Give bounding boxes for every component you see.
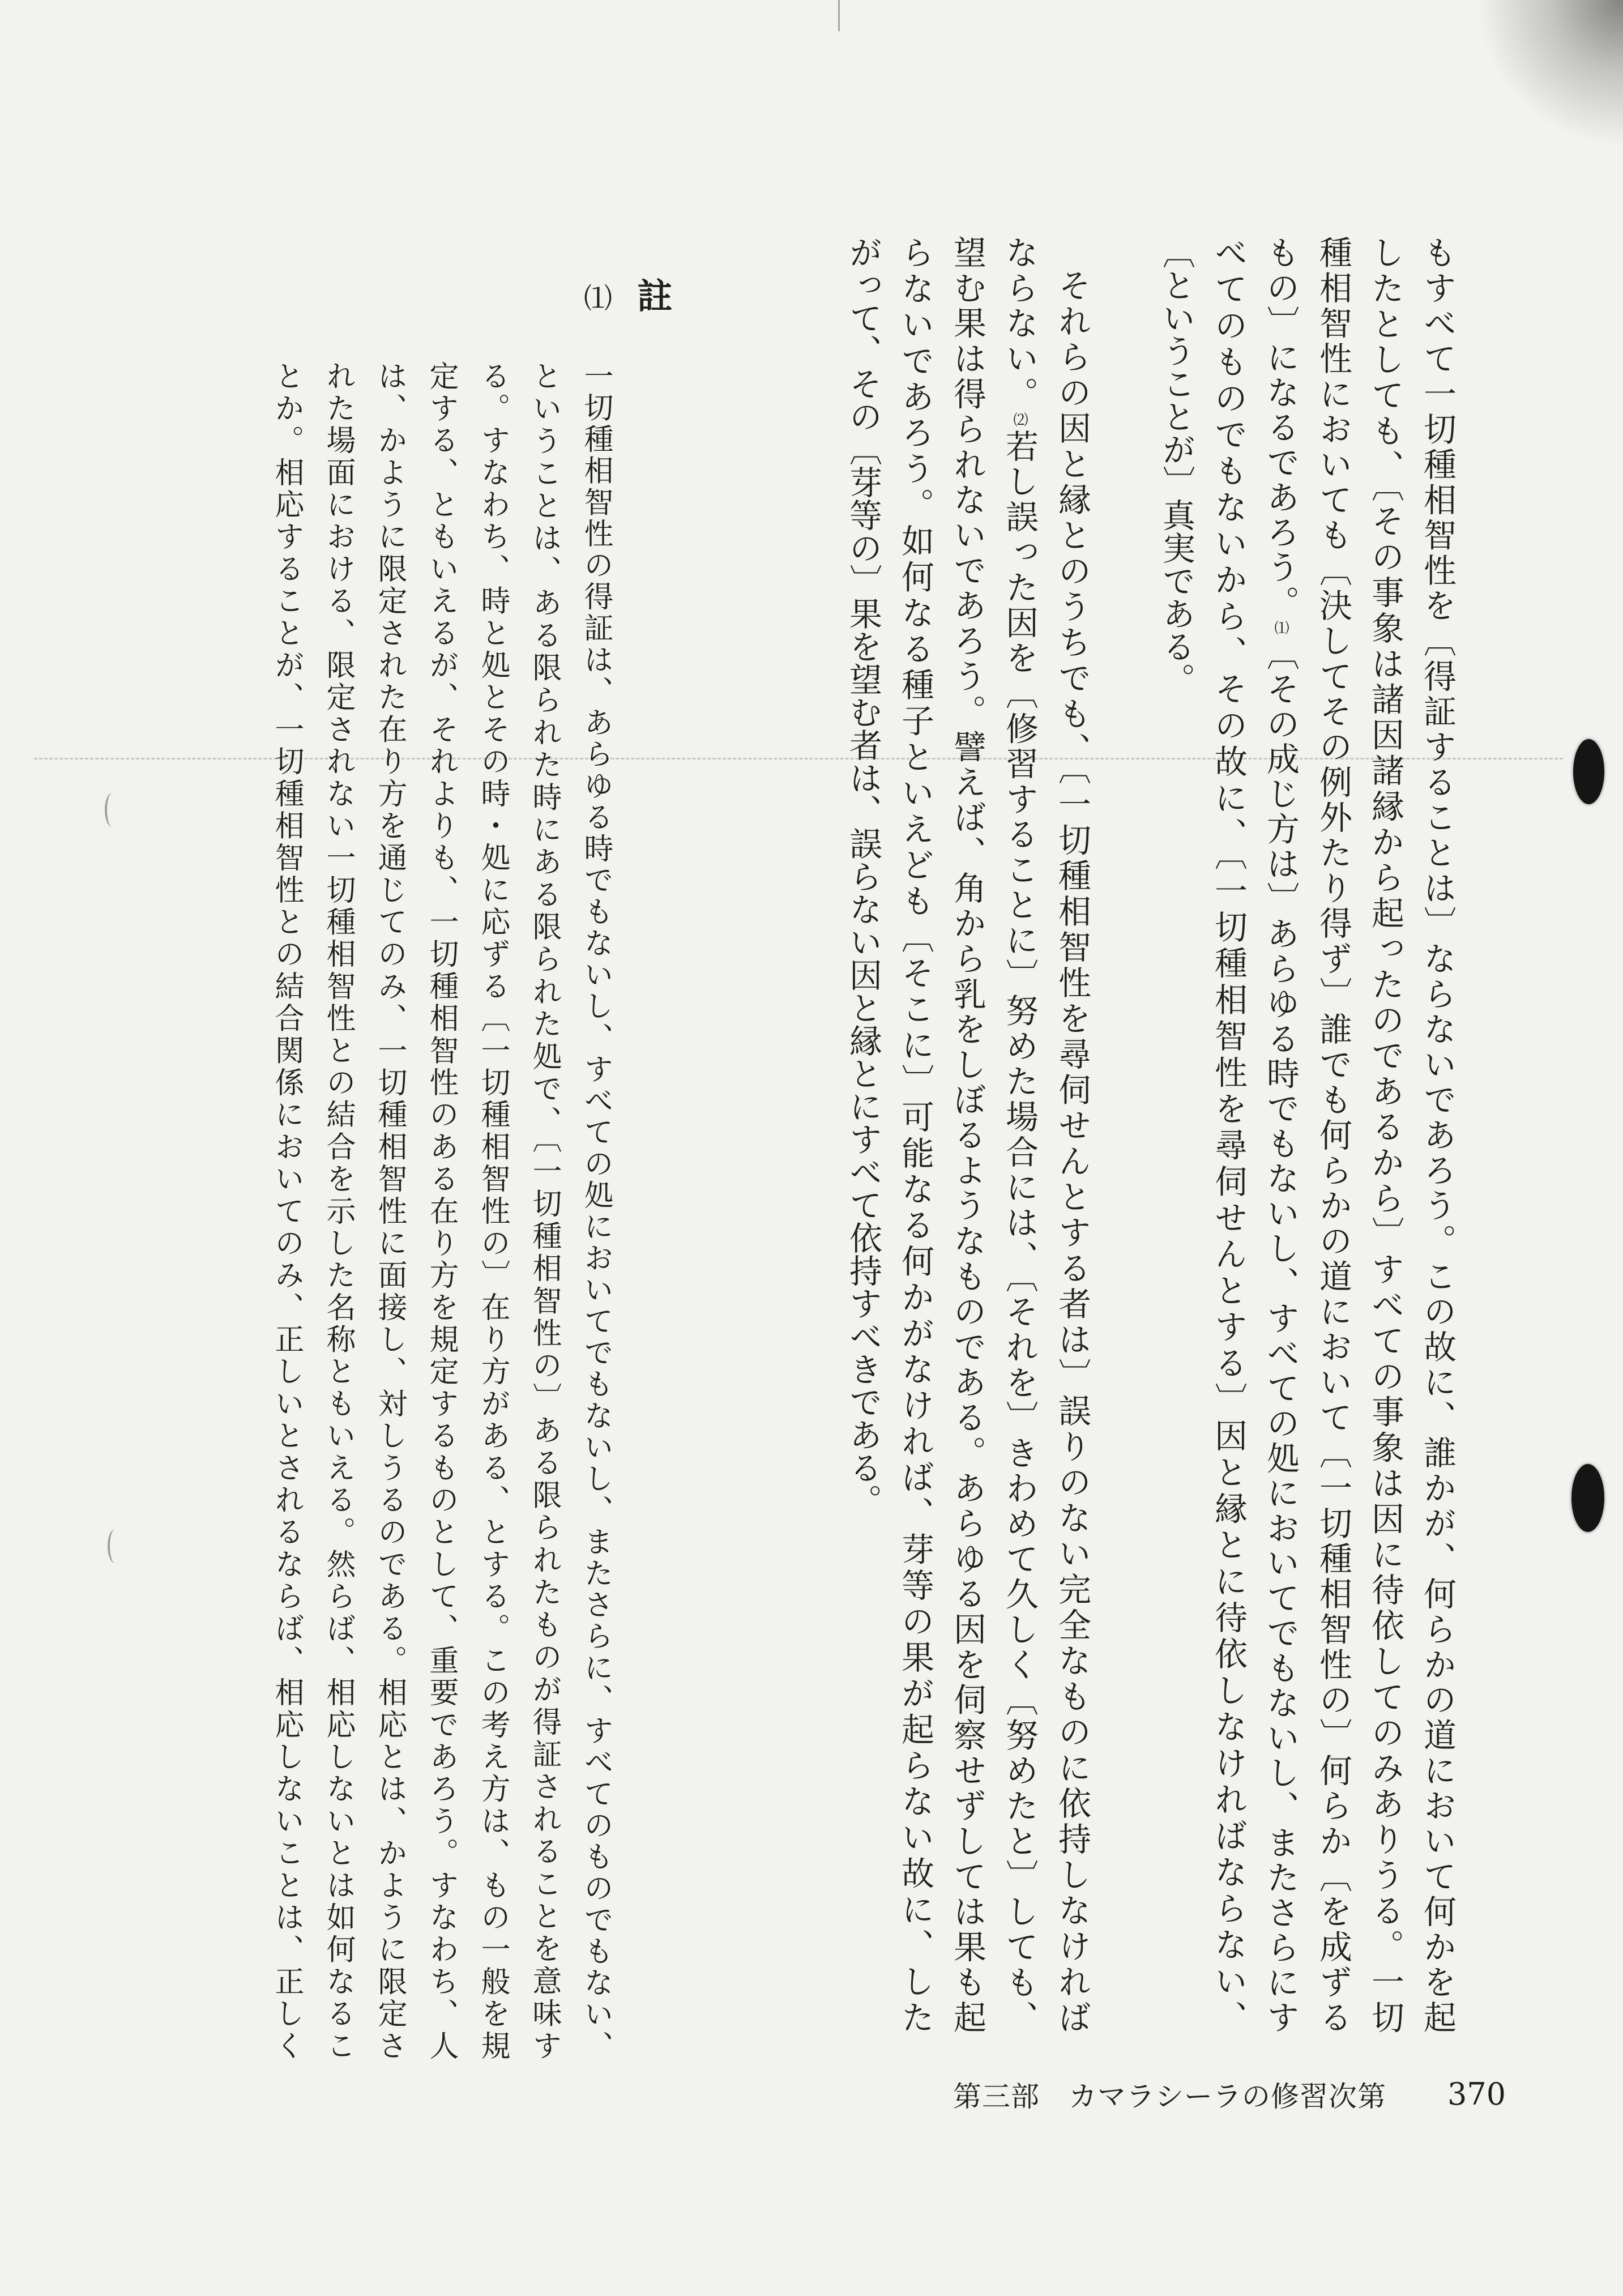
scan-corner-shadow bbox=[1476, 0, 1623, 147]
main-text-column bbox=[993, 236, 1045, 2033]
main-text-column bbox=[889, 236, 941, 2033]
note-text-column: ということは、ある限られた時にある限られた処で、〔一切種相智性の〕ある限られたものが得証されることを意味す bbox=[527, 361, 561, 2060]
note-reference-1: ⑴ bbox=[1272, 620, 1289, 637]
text-run: 若し誤った因を〔修習することに〕努めた場合には、〔それを〕きわめて久しく〔努めたと〕しても、 bbox=[1000, 429, 1039, 2033]
scan-mark bbox=[838, 0, 840, 31]
running-foot: 第三部 カマラシーラの修習次第 bbox=[953, 2080, 1386, 2113]
text-run: 種相智性においても〔決してその例外たり得ず〕誰でも何らかの道において〔一切種相智性の〕何らか〔を成ずる bbox=[1314, 236, 1352, 2033]
note-text-column: る。すなわち、時と処とその時・処に応ずる〔一切種相智性の〕在り方がある、とする。この考え方は、もの一般を規 bbox=[476, 361, 510, 2060]
note-text-column: 定する、ともいえるが、それよりも、一切種相智性のある在り方を規定するものとして、重要であろう。すなわち、人 bbox=[424, 361, 458, 2060]
main-text-column bbox=[1150, 236, 1202, 2033]
note-text-column: は、かように限定された在り方を通じてのみ、一切種相智性に面接し、対しうるのである。相応とは、かように限定さ bbox=[373, 361, 407, 2060]
margin-mark bbox=[105, 793, 119, 827]
main-text-column bbox=[837, 236, 889, 2033]
note-text-column: れた場面における、限定されない一切種相智性との結合を示した名称ともいえる。然らば、相応しないとは如何なるこ bbox=[321, 361, 355, 2060]
page-number: 370 bbox=[1447, 2076, 1506, 2112]
text-run: 望む果は得られないであろう。譬えば、角から乳をしぼるようなものである。あらゆる因を伺察せずしては果も起 bbox=[948, 236, 986, 2033]
notes-heading: 註 bbox=[631, 278, 673, 313]
text-run: がって、その〔芽等の〕果を望む者は、誤らない因と縁とにすべて依持すべきである。 bbox=[844, 236, 882, 1517]
punch-hole-bottom bbox=[1571, 1464, 1604, 1532]
text-run: したとしても、〔その事象は諸因諸縁から起ったのであるから〕すべての事象は因に待依してのみありうる。一切 bbox=[1366, 236, 1404, 2033]
main-text-column bbox=[1359, 236, 1411, 2033]
punch-hole-top bbox=[1573, 739, 1604, 804]
text-run: ならない。 bbox=[1000, 236, 1039, 412]
text-run: 〔ということが〕真実である。 bbox=[1157, 236, 1195, 695]
text-run: それらの因と縁とのうちでも、〔一切種相智性を尋伺せんとする者は〕誤りのない完全なものに依持しなければ bbox=[1053, 268, 1091, 2033]
margin-mark bbox=[108, 1529, 122, 1563]
note-text-column: 一切種相智性の得証は、あらゆる時でもないし、すべての処においてでもないし、またさらに、すべてのものでもない、 bbox=[579, 361, 613, 2060]
text-run: 〔その成じ方は〕あらゆる時でもないし、すべての処においてでもないし、またさらにす bbox=[1261, 637, 1300, 2033]
text-run: もの〕になるであろう。 bbox=[1261, 236, 1300, 620]
main-text-column bbox=[1307, 236, 1359, 2033]
note-number: ⑴ bbox=[579, 283, 612, 311]
text-run: らないであろう。如何なる種子といえども〔そこに〕可能なる何かがなければ、芽等の果が起らない故に、した bbox=[896, 236, 934, 2033]
main-text-column bbox=[1254, 236, 1306, 2033]
note-reference-2: ⑵ bbox=[1011, 412, 1028, 429]
note-text-column: とか。相応することが、一切種相智性との結合関係においてのみ、正しいとされるならば、相応しないことは、正しく bbox=[270, 361, 304, 2060]
main-text-column bbox=[1202, 236, 1254, 2033]
main-text-column bbox=[941, 236, 993, 2033]
main-text-column bbox=[1411, 236, 1463, 2033]
text-run: べてのものでもないから、その故に、〔一切種相智性を尋伺せんとする〕因と縁とに待依しなければならない、 bbox=[1209, 236, 1248, 2033]
main-text-column bbox=[1046, 236, 1098, 2033]
text-run: もすべて一切種相智性を〔得証することは〕ならないであろう。この故に、誰かが、何らかの道において何かを起 bbox=[1418, 236, 1457, 2033]
